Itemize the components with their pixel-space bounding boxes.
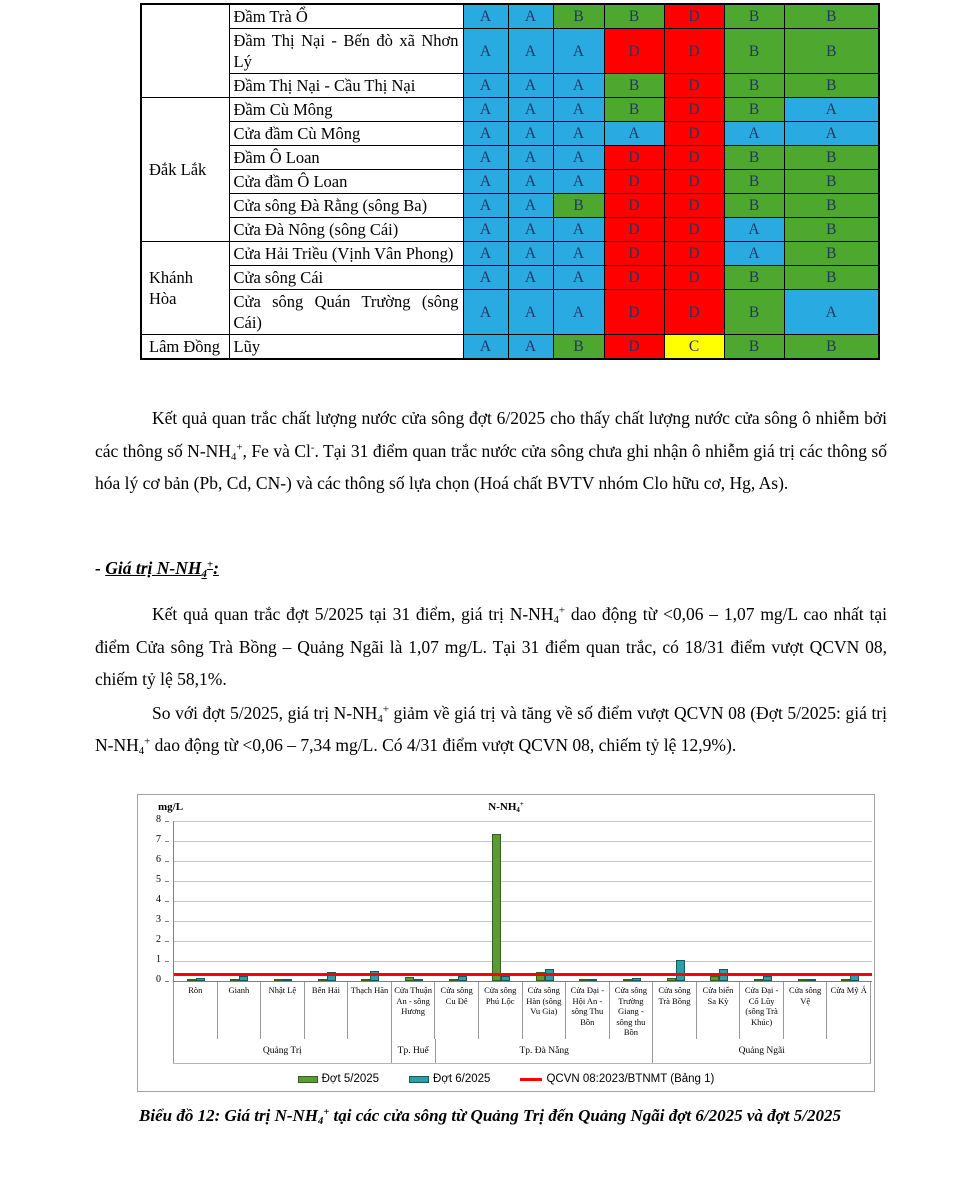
grade-cell: A xyxy=(553,122,604,146)
x-category-label: Cửa sông Hàn (sông Vu Gia) xyxy=(522,982,566,1039)
site-name-cell: Lũy xyxy=(229,335,463,360)
bar-columns xyxy=(174,821,872,981)
grade-cell: D xyxy=(664,242,724,266)
grade-cell: A xyxy=(724,218,784,242)
grade-cell: D xyxy=(664,29,724,74)
x-axis-categories xyxy=(173,982,871,1039)
site-name-cell: Đầm Thị Nại - Bến đò xã Nhơn Lý xyxy=(229,29,463,74)
grade-cell: D xyxy=(664,122,724,146)
grade-cell: A xyxy=(508,4,553,29)
x-category-label: Nhật Lệ xyxy=(260,982,304,1039)
bar xyxy=(318,979,327,981)
grade-cell: B xyxy=(724,290,784,335)
text-segment: tại các cửa sông từ Quảng Trị đến Quảng Ngãi đợt 6/2025 và đợt 5/2025 xyxy=(329,1106,841,1125)
legend-label: Đợt 5/2025 xyxy=(321,1073,380,1085)
x-category-label: Cửa Mỹ Á xyxy=(826,982,871,1039)
text-segment: 4 xyxy=(230,450,237,463)
x-category-label: Cửa sông Trà Bồng xyxy=(652,982,696,1039)
x-category-label: Thạch Hãn xyxy=(347,982,391,1039)
text-segment: + xyxy=(236,441,243,454)
grade-cell: B xyxy=(604,4,664,29)
x-category-label: Cửa biển Sa Kỳ xyxy=(696,982,740,1039)
chart-caption xyxy=(90,1104,890,1128)
grade-cell: A xyxy=(553,218,604,242)
table-row xyxy=(141,29,879,74)
text-segment: + xyxy=(558,604,565,617)
grade-cell: D xyxy=(664,146,724,170)
table-row xyxy=(141,98,879,122)
grade-cell: A xyxy=(463,98,508,122)
grade-cell: B xyxy=(604,98,664,122)
text-segment: So với đợt 5/2025, giá trị N-NH xyxy=(152,703,378,723)
bar xyxy=(274,979,283,981)
grade-cell: A xyxy=(463,170,508,194)
bar xyxy=(579,979,588,981)
text-segment: Giá trị N-NH xyxy=(105,558,202,578)
grade-cell: D xyxy=(664,4,724,29)
chart-title xyxy=(138,801,874,813)
grade-cell: A xyxy=(463,74,508,98)
legend-swatch-icon xyxy=(298,1076,318,1083)
x-group-label: Tp. Đà Nẵng xyxy=(435,1039,653,1063)
grade-cell: D xyxy=(604,266,664,290)
category-column xyxy=(567,821,611,981)
grade-cell: A xyxy=(553,29,604,74)
grade-cell: A xyxy=(463,218,508,242)
bar xyxy=(623,979,632,981)
text-segment: + xyxy=(144,735,151,748)
grade-cell: D xyxy=(604,146,664,170)
bar xyxy=(283,979,292,981)
table-row xyxy=(141,194,879,218)
grade-cell: B xyxy=(784,266,879,290)
table-row xyxy=(141,122,879,146)
grade-cell: D xyxy=(664,170,724,194)
text-segment: 4 xyxy=(201,568,207,581)
category-column xyxy=(349,821,393,981)
grade-cell: B xyxy=(724,4,784,29)
grade-cell: D xyxy=(664,290,724,335)
category-column xyxy=(523,821,567,981)
grade-cell: D xyxy=(664,98,724,122)
x-category-label: Gianh xyxy=(217,982,261,1039)
bar xyxy=(239,976,248,981)
table-row xyxy=(141,74,879,98)
bar xyxy=(230,979,239,981)
grade-cell: B xyxy=(553,194,604,218)
grade-cell: A xyxy=(553,98,604,122)
text-segment: + xyxy=(206,558,214,571)
grade-cell: B xyxy=(724,74,784,98)
grade-cell: B xyxy=(553,335,604,360)
grade-cell: A xyxy=(553,170,604,194)
chart-y-axis-title: mg/L xyxy=(158,801,184,813)
grade-cell: A xyxy=(508,290,553,335)
grade-cell: B xyxy=(784,218,879,242)
grade-cell: A xyxy=(508,242,553,266)
grade-cell: B xyxy=(784,29,879,74)
category-column xyxy=(218,821,262,981)
category-column xyxy=(828,821,872,981)
table-row xyxy=(141,4,879,29)
category-column xyxy=(261,821,305,981)
legend-label: QCVN 08:2023/BTNMT (Bảng 1) xyxy=(546,1073,715,1085)
x-category-label: Cửa sông Phú Lộc xyxy=(478,982,522,1039)
bar xyxy=(841,979,850,981)
text-segment: : xyxy=(213,558,219,578)
grade-cell: A xyxy=(784,290,879,335)
grade-cell: B xyxy=(724,98,784,122)
legend-line-icon xyxy=(520,1078,542,1081)
grade-cell: A xyxy=(604,122,664,146)
grade-cell: B xyxy=(724,170,784,194)
paragraph-result xyxy=(95,598,887,696)
text-segment: + xyxy=(519,801,524,809)
category-column xyxy=(305,821,349,981)
grade-cell: A xyxy=(463,194,508,218)
grade-cell: B xyxy=(724,29,784,74)
grade-cell: D xyxy=(604,335,664,360)
text-segment: , Fe và Cl xyxy=(242,440,311,461)
bar xyxy=(458,976,467,981)
y-tick-label: 2 xyxy=(138,934,169,948)
site-name-cell: Đầm Ô Loan xyxy=(229,146,463,170)
site-name-cell: Đầm Cù Mông xyxy=(229,98,463,122)
grade-cell: B xyxy=(784,335,879,360)
category-column xyxy=(654,821,698,981)
grade-cell: A xyxy=(508,98,553,122)
grade-cell: D xyxy=(664,74,724,98)
bar xyxy=(632,978,641,981)
x-category-label: Cửa Thuận An - sông Hương xyxy=(391,982,435,1039)
site-name-cell: Cửa sông Cái xyxy=(229,266,463,290)
category-column xyxy=(698,821,742,981)
grade-cell: A xyxy=(463,4,508,29)
grade-cell: A xyxy=(508,122,553,146)
category-column xyxy=(785,821,829,981)
x-category-label: Cửa sông Trường Giang - sông thu Bồn xyxy=(609,982,653,1039)
grade-cell: D xyxy=(664,266,724,290)
x-axis-groups xyxy=(173,1039,871,1064)
water-quality-table xyxy=(140,3,880,360)
bar xyxy=(196,978,205,981)
chart-legend xyxy=(138,1073,874,1085)
y-tick-label: 0 xyxy=(138,974,169,988)
grade-cell: B xyxy=(553,4,604,29)
site-name-cell: Cửa Hải Triều (Vịnh Vân Phong) xyxy=(229,242,463,266)
grade-cell: B xyxy=(724,194,784,218)
x-group-label: Quảng Trị xyxy=(173,1039,391,1063)
x-category-label: Bến Hải xyxy=(304,982,348,1039)
grade-cell: B xyxy=(784,170,879,194)
x-category-label: Cửa sông Cu Đê xyxy=(434,982,478,1039)
grade-cell: D xyxy=(604,242,664,266)
x-group-label: Quảng Ngãi xyxy=(652,1039,871,1063)
paragraph-comparison xyxy=(95,698,887,761)
bar xyxy=(414,979,423,981)
grade-cell: A xyxy=(784,122,879,146)
text-segment: 4 xyxy=(553,614,559,627)
legend-item xyxy=(409,1073,490,1085)
grade-cell: A xyxy=(553,146,604,170)
grade-cell: B xyxy=(784,74,879,98)
text-segment: dao động từ <0,06 – 1,07 mg/L cao nhất tại điểm Cửa sông Trà Bồng – Quảng Ngãi là 1,07 mg/L. Tại 31 điểm quan trắc, có 18/31 điểm vượt QCVN 08, chiếm tỷ lệ 58,1%. xyxy=(95,604,887,689)
grade-cell: B xyxy=(784,4,879,29)
grade-cell: A xyxy=(724,122,784,146)
water-quality-table-body xyxy=(141,4,879,359)
text-segment: Kết quả quan trắc chất lượng nước cửa sông đợt 6/2025 cho thấy chất lượng nước cửa sông ô nhiễm bởi các thông số N-NH xyxy=(95,408,887,461)
category-column xyxy=(174,821,218,981)
bar xyxy=(798,979,807,981)
text-segment: N-NH xyxy=(488,801,517,813)
legend-swatch-icon xyxy=(409,1076,429,1083)
text-segment: Biểu đồ 12: Giá trị N-NH xyxy=(139,1106,319,1125)
grade-cell: D xyxy=(604,194,664,218)
bar xyxy=(754,979,763,981)
grade-cell: D xyxy=(664,194,724,218)
grade-cell: A xyxy=(784,98,879,122)
table-row xyxy=(141,146,879,170)
grade-cell: B xyxy=(724,266,784,290)
reference-line xyxy=(174,973,872,976)
grade-cell: A xyxy=(724,242,784,266)
bar xyxy=(667,978,676,981)
table-row xyxy=(141,290,879,335)
grade-cell: C xyxy=(664,335,724,360)
grade-cell: D xyxy=(604,170,664,194)
bar xyxy=(501,976,510,981)
category-column xyxy=(741,821,785,981)
y-tick-label: 3 xyxy=(138,914,169,928)
text-segment: Kết quả quan trắc đợt 5/2025 tại 31 điểm, giá trị N-NH xyxy=(152,604,554,624)
table-row xyxy=(141,242,879,266)
grade-cell: A xyxy=(508,194,553,218)
text-segment: . Tại 31 điểm quan trắc nước cửa sông chưa ghi nhận ô nhiễm giá trị các thông số hóa lý cơ bản (Pb, Cd, CN-) và các thông số lựa chọn (Hoá chất BVTV nhóm Clo hữu cơ, Hg, As). xyxy=(95,440,887,493)
grade-cell: D xyxy=(604,29,664,74)
grade-cell: B xyxy=(784,194,879,218)
grade-cell: A xyxy=(553,74,604,98)
bar xyxy=(763,976,772,981)
table-row xyxy=(141,266,879,290)
site-name-cell: Cửa sông Đà Rằng (sông Ba) xyxy=(229,194,463,218)
text-segment: - xyxy=(95,558,106,578)
legend-item xyxy=(298,1073,379,1085)
grade-cell: A xyxy=(463,290,508,335)
grade-cell: D xyxy=(604,218,664,242)
grade-cell: B xyxy=(604,74,664,98)
text-segment: 4 xyxy=(516,806,520,814)
grade-cell: A xyxy=(553,242,604,266)
site-name-cell: Cửa sông Quán Trường (sông Cái) xyxy=(229,290,463,335)
y-tick-label: 1 xyxy=(138,954,169,968)
category-column xyxy=(436,821,480,981)
site-name-cell: Đầm Thị Nại - Cầu Thị Nại xyxy=(229,74,463,98)
grade-cell: A xyxy=(463,242,508,266)
grade-cell: A xyxy=(463,266,508,290)
table-row xyxy=(141,170,879,194)
y-tick-label: 4 xyxy=(138,894,169,908)
bar xyxy=(492,834,501,981)
y-tick-label: 6 xyxy=(138,854,169,868)
legend-label: Đợt 6/2025 xyxy=(433,1073,491,1085)
text-segment: + xyxy=(382,703,389,716)
y-tick-label: 5 xyxy=(138,874,169,888)
bar xyxy=(588,979,597,981)
site-name-cell: Cửa đầm Cù Mông xyxy=(229,122,463,146)
province-cell: Khánh Hòa xyxy=(141,242,229,335)
y-tick-label: 8 xyxy=(138,814,169,828)
text-segment: 4 xyxy=(377,713,383,726)
grade-cell: B xyxy=(784,242,879,266)
grade-cell: B xyxy=(724,335,784,360)
bar xyxy=(676,960,685,981)
bar xyxy=(710,976,719,981)
grade-cell: D xyxy=(604,290,664,335)
x-category-label: Ròn xyxy=(173,982,217,1039)
province-cell xyxy=(141,4,229,98)
grade-cell: A xyxy=(508,146,553,170)
text-segment: - xyxy=(310,441,315,454)
grade-cell: A xyxy=(553,290,604,335)
bar xyxy=(405,977,414,981)
grade-cell: A xyxy=(553,266,604,290)
grade-cell: A xyxy=(508,266,553,290)
legend-item xyxy=(520,1073,714,1085)
grade-cell: A xyxy=(508,29,553,74)
text-segment: 4 xyxy=(318,1115,324,1127)
table-row xyxy=(141,335,879,360)
table-row xyxy=(141,218,879,242)
text-segment: dao động từ <0,06 – 7,34 mg/L. Có 4/31 điểm vượt QCVN 08, chiếm tỷ lệ 12,9%). xyxy=(150,734,737,755)
bar xyxy=(449,979,458,981)
bar xyxy=(807,979,816,981)
grade-cell: A xyxy=(463,146,508,170)
grade-cell: A xyxy=(508,170,553,194)
text-segment: + xyxy=(323,1106,330,1118)
grade-cell: A xyxy=(508,74,553,98)
bar-chart xyxy=(137,794,875,1092)
province-cell: Đắk Lắk xyxy=(141,98,229,242)
y-axis-labels xyxy=(138,814,169,985)
category-column xyxy=(479,821,523,981)
x-category-label: Cửa Đại - Hội An - sông Thu Bồn xyxy=(565,982,609,1039)
grade-cell: B xyxy=(784,146,879,170)
grade-cell: B xyxy=(724,146,784,170)
grade-cell: A xyxy=(508,335,553,360)
x-category-label: Cửa sông Vệ xyxy=(783,982,827,1039)
grade-cell: A xyxy=(463,122,508,146)
category-column xyxy=(392,821,436,981)
section-heading-n-nh4 xyxy=(95,552,887,584)
y-tick-label: 7 xyxy=(138,834,169,848)
grade-cell: A xyxy=(463,29,508,74)
grade-cell: D xyxy=(664,218,724,242)
site-name-cell: Cửa Đà Nông (sông Cái) xyxy=(229,218,463,242)
x-group-label: Tp. Huế xyxy=(391,1039,435,1063)
site-name-cell: Đầm Trà Ổ xyxy=(229,4,463,29)
text-segment: 4 xyxy=(138,744,145,757)
paragraph-overview xyxy=(95,402,887,500)
site-name-cell: Cửa đầm Ô Loan xyxy=(229,170,463,194)
bar xyxy=(187,979,196,981)
category-column xyxy=(610,821,654,981)
province-cell: Lâm Đồng xyxy=(141,335,229,360)
text-segment: giảm về giá trị và tăng về số điểm vượt QCVN 08 (Đợt 5/2025: giá trị N-NH xyxy=(95,703,887,755)
grade-cell: A xyxy=(508,218,553,242)
x-category-label: Cửa Đại - Cổ Lũy (sông Trà Khúc) xyxy=(739,982,783,1039)
plot-area xyxy=(173,821,872,982)
bar xyxy=(361,979,370,981)
grade-cell: A xyxy=(463,335,508,360)
